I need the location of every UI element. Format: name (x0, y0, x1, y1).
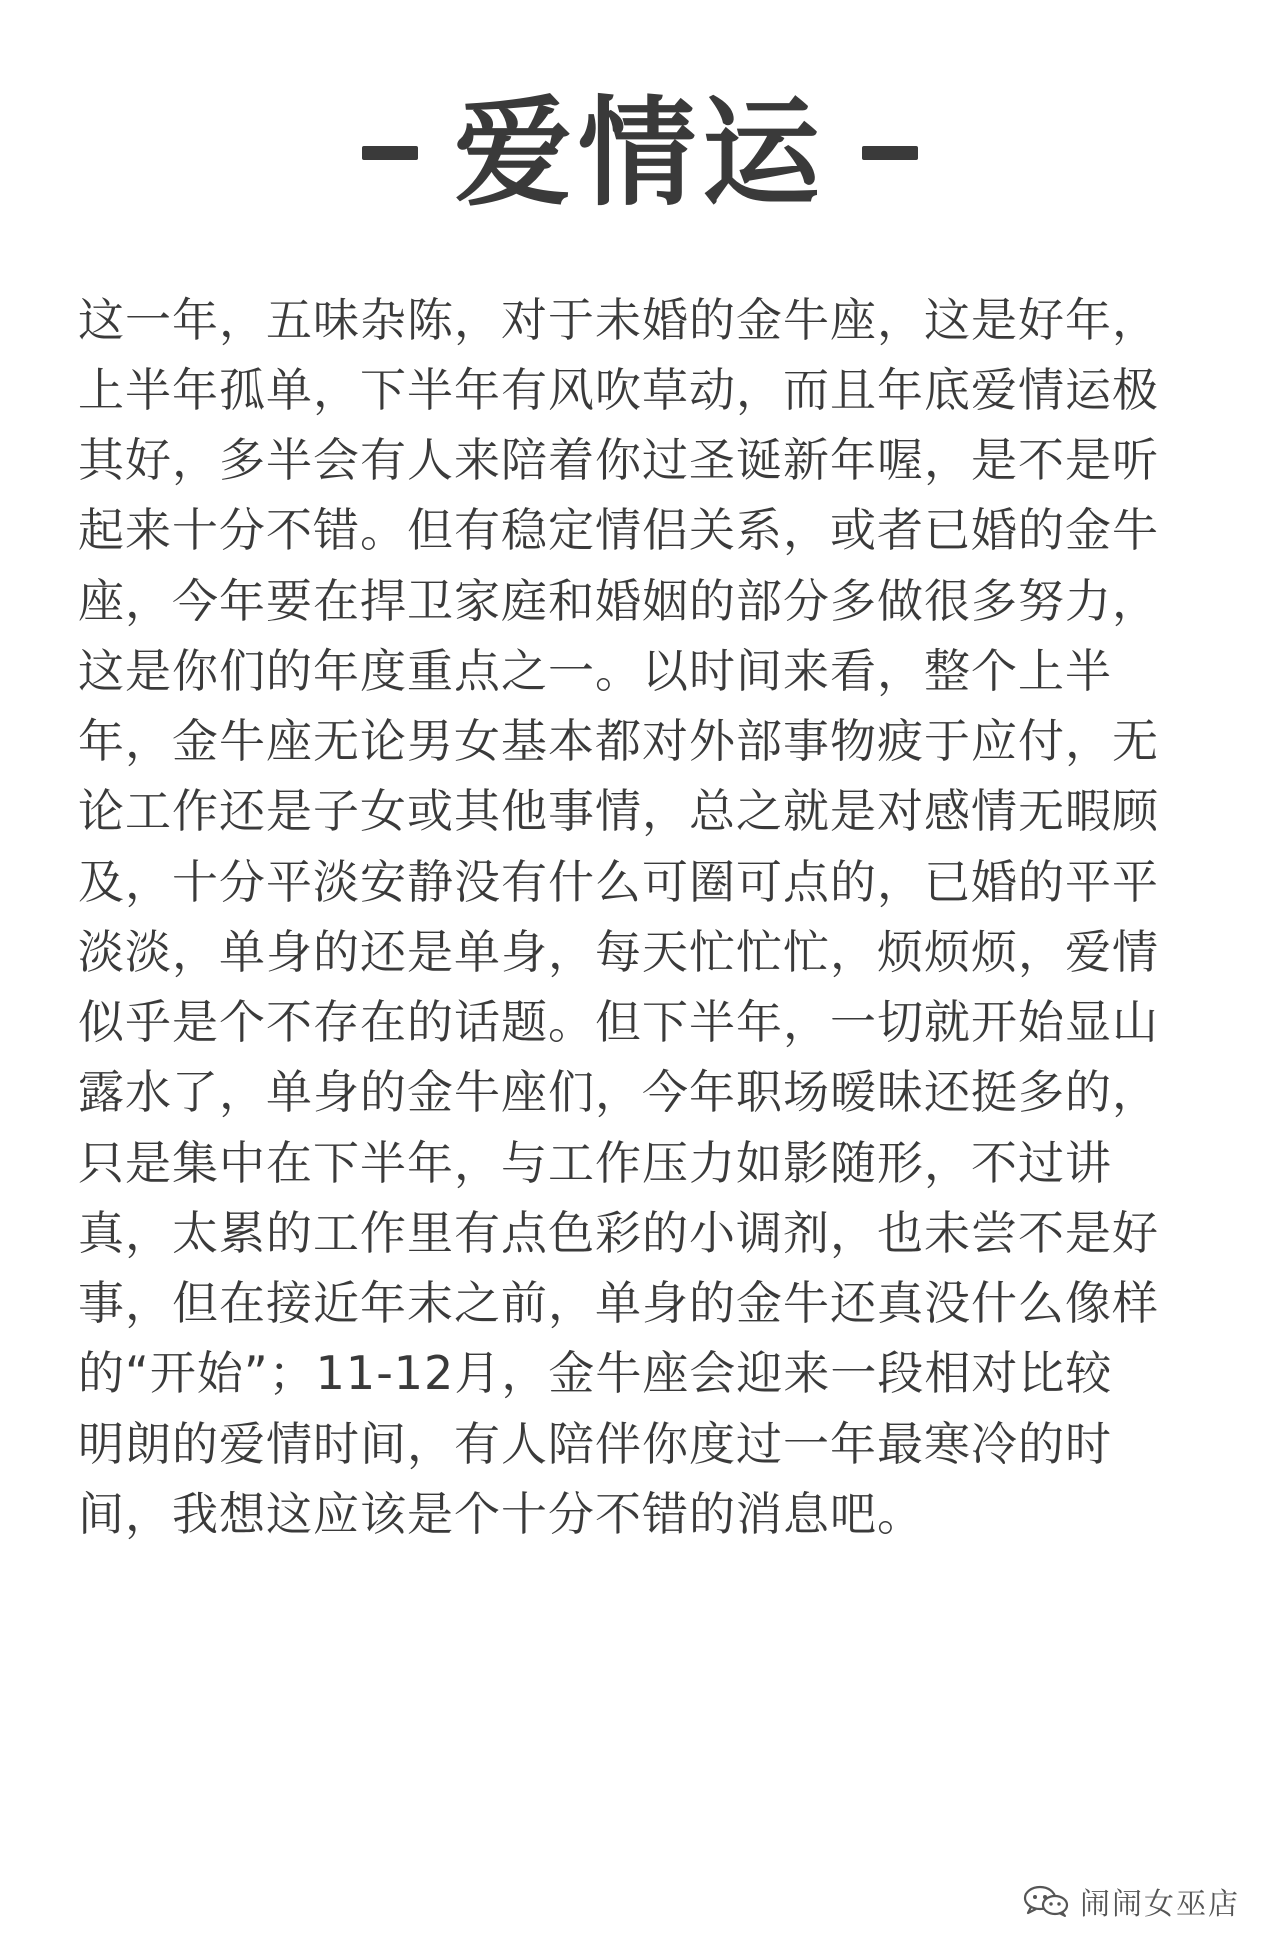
paragraph-line: 论工作还是子女或其他事情，总之就是对感情无暇顾 (78, 784, 1159, 838)
page-title: 爱情运 (453, 84, 826, 222)
paragraph-line: 淡淡，单身的还是单身，每天忙忙忙，烦烦烦，爱情 (78, 925, 1159, 979)
paragraph-line: 事，但在接近年末之前，单身的金牛还真没什么像样 (78, 1276, 1159, 1330)
watermark (1022, 1879, 1240, 1923)
paragraph-line: 露水了，单身的金牛座们，今年职场暧昧还挺多的， (78, 1065, 1159, 1119)
paragraph-line: 这一年，五味杂陈，对于未婚的金牛座，这是好年， (78, 293, 1159, 347)
paragraph-line: 年，金牛座无论男女基本都对外部事物疲于应付，无 (78, 714, 1159, 768)
paragraph-line: 起来十分不错。但有稳定情侣关系，或者已婚的金牛 (78, 503, 1159, 557)
paragraph-line: 似乎是个不存在的话题。但下半年，一切就开始显山 (78, 995, 1159, 1049)
title-row (0, 84, 1280, 222)
title-dash-left (362, 146, 418, 160)
paragraph-line: 间，我想这应该是个十分不错的消息吧。 (78, 1487, 924, 1541)
paragraph-line: 只是集中在下半年，与工作压力如影随形，不过讲 (78, 1136, 1112, 1190)
paragraph-line: 及，十分平淡安静没有什么可圈可点的，已婚的平平 (78, 855, 1159, 909)
watermark-text: 闹闹女巫店 (1080, 1887, 1240, 1922)
paragraph-line: 上半年孤单，下半年有风吹草动，而且年底爱情运极 (78, 363, 1159, 417)
paragraph-line: 明朗的爱情时间，有人陪伴你度过一年最寒冷的时 (78, 1417, 1112, 1471)
paragraph-line: 其好，多半会有人来陪着你过圣诞新年喔，是不是听 (78, 433, 1159, 487)
title-dash-right (862, 146, 918, 160)
paragraph-line: 座，今年要在捍卫家庭和婚姻的部分多做很多努力， (78, 574, 1159, 628)
paragraph-line: 的“开始”；11-12月，金牛座会迎来一段相对比较 (78, 1346, 1113, 1400)
wechat-icon (1022, 1885, 1070, 1917)
paragraph-line: 真，太累的工作里有点色彩的小调剂，也未尝不是好 (78, 1206, 1159, 1260)
paragraph-line: 这是你们的年度重点之一。以时间来看，整个上半 (78, 644, 1112, 698)
